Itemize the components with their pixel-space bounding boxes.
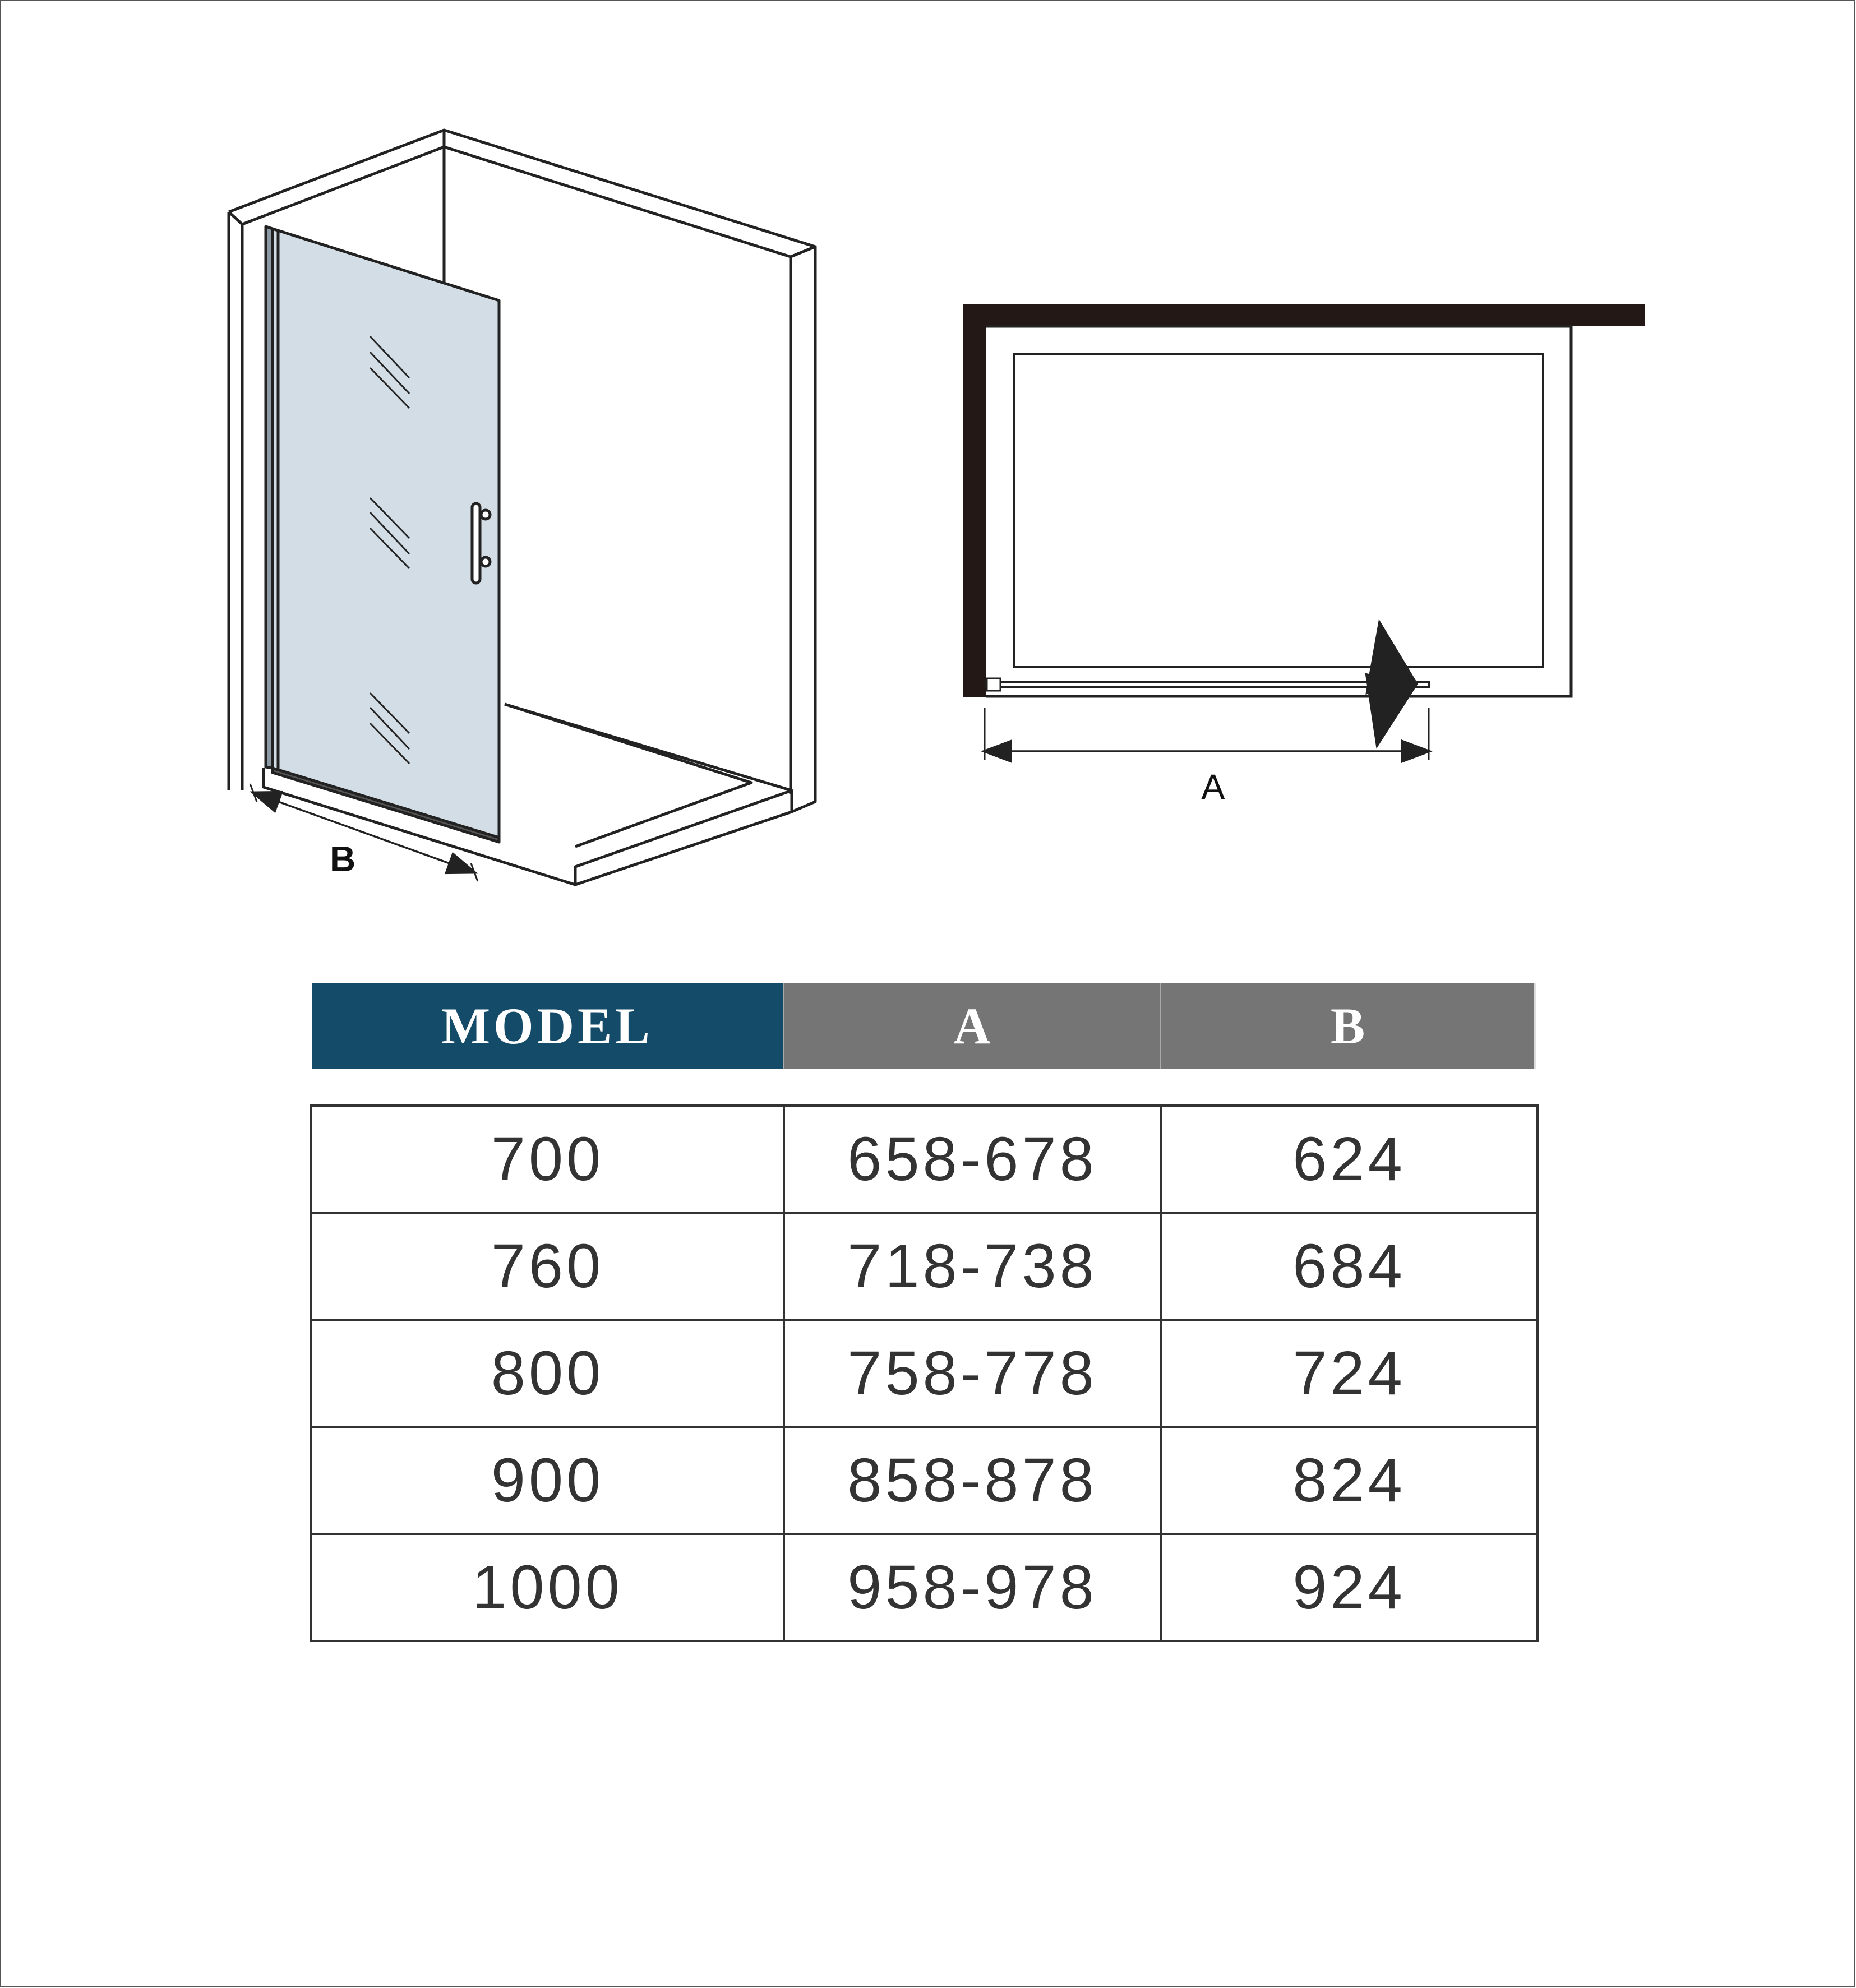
shower-diagram xyxy=(0,0,1856,953)
model-cell: 1000 xyxy=(311,1534,784,1641)
wall-top-ledge xyxy=(229,147,444,224)
a-cell: 758-778 xyxy=(784,1320,1161,1427)
table-row xyxy=(311,1106,1538,1213)
header-model: MODEL xyxy=(312,983,783,1069)
dimension-a-ext xyxy=(985,708,1429,760)
b-cell: 724 xyxy=(1161,1320,1538,1427)
glass-panel xyxy=(273,229,499,838)
plan-view xyxy=(963,304,1645,760)
perspective-view xyxy=(229,130,815,885)
plan-back-wall xyxy=(963,304,1645,326)
b-cell: 824 xyxy=(1161,1427,1538,1534)
table-row xyxy=(311,1534,1538,1641)
table-row xyxy=(311,1213,1538,1320)
b-cell: 624 xyxy=(1161,1106,1538,1213)
tray-front-edge xyxy=(575,790,792,885)
plan-tray xyxy=(1014,354,1543,667)
dimension-b-label: B xyxy=(330,839,356,879)
a-cell: 958-978 xyxy=(784,1534,1161,1641)
table-row xyxy=(311,1427,1538,1534)
model-cell: 900 xyxy=(311,1427,784,1534)
plan-enclosure-outline xyxy=(986,326,1571,696)
header-b: B xyxy=(1160,983,1536,1069)
header-a: A xyxy=(783,983,1160,1069)
plan-side-wall xyxy=(963,304,986,697)
a-cell: 718-738 xyxy=(784,1213,1161,1320)
a-cell: 658-678 xyxy=(784,1106,1161,1213)
swing-arrow-down xyxy=(1378,709,1385,740)
table-row xyxy=(311,1320,1538,1427)
door-handle xyxy=(472,503,480,583)
dimension-a-label: A xyxy=(1201,767,1225,807)
tray-inner-edge xyxy=(505,704,751,847)
b-cell: 684 xyxy=(1161,1213,1538,1320)
a-cell: 858-878 xyxy=(784,1427,1161,1534)
swing-arrow-up xyxy=(1381,628,1386,658)
b-cell: 924 xyxy=(1161,1534,1538,1641)
plan-wall-profile xyxy=(987,678,1000,691)
model-cell: 800 xyxy=(311,1320,784,1427)
model-cell: 760 xyxy=(311,1213,784,1320)
plan-glass-panel xyxy=(986,682,1429,687)
size-table xyxy=(310,1104,1539,1642)
model-cell: 700 xyxy=(311,1106,784,1213)
